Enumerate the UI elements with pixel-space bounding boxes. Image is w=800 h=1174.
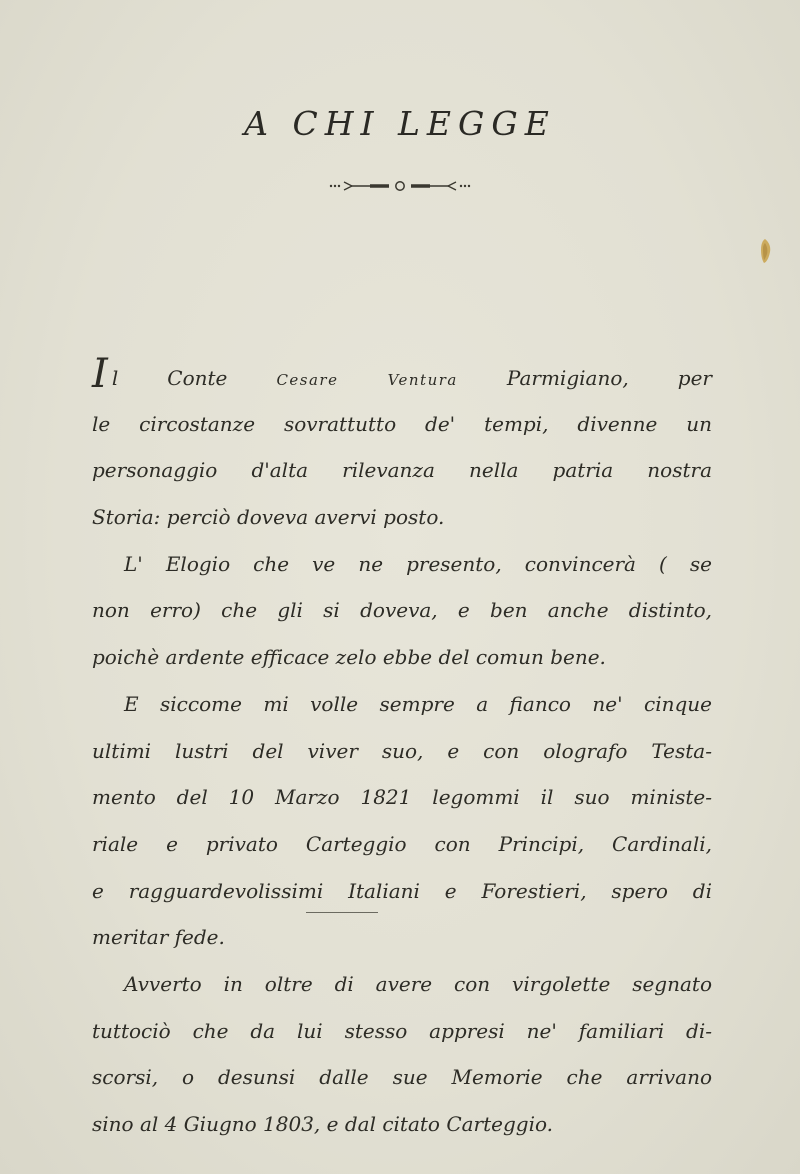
text-line: scorsi, o desunsi dalle sue Memorie che arrivano bbox=[92, 1065, 712, 1090]
text-line: poichè ardente efficace zelo ebbe del comun bene. bbox=[92, 645, 606, 670]
text-line: personaggio d'alta rilevanza nella patria nostra bbox=[92, 458, 712, 483]
text-line: sino al 4 Giugno 1803, e dal citato Carteggio. bbox=[92, 1112, 554, 1136]
text-line: le circostanze sovrattutto de' tempi, divenne un bbox=[92, 411, 712, 436]
text-line: riale e privato Carteggio con Principi, Cardinali, bbox=[92, 831, 712, 856]
text-line: Il Conte Cesare Ventura Parmigiano, per bbox=[92, 351, 712, 397]
end-rule bbox=[306, 912, 378, 913]
text-line: mento del 10 Marzo 1821 legommi il suo ministe- bbox=[92, 785, 712, 810]
text-line: tuttociò che da lui stesso appresi ne' familiari di- bbox=[92, 1018, 712, 1043]
drop-cap: I bbox=[92, 351, 108, 397]
surname-small-caps: Ventura bbox=[387, 371, 458, 389]
ornamental-divider-icon bbox=[325, 176, 475, 196]
text-line: ultimi lustri del viver suo, e con olografo Testa- bbox=[92, 738, 712, 763]
text-line: Avverto in oltre di avere con virgolette segnato bbox=[124, 971, 712, 996]
ink-stain-icon bbox=[759, 238, 772, 264]
text-line: E siccome mi volle sempre a fianco ne' cinque bbox=[124, 691, 712, 716]
preface-text bbox=[92, 351, 712, 1148]
name-small-caps: Cesare bbox=[276, 371, 339, 389]
text-line: L' Elogio che ve ne presento, convincerà ( se bbox=[124, 551, 712, 576]
text-line: e ragguardevolissimi Italiani e Forestieri, spero di bbox=[92, 878, 712, 903]
text-line: non erro) che gli si doveva, e ben anche distinto, bbox=[92, 598, 712, 623]
text-line: Storia: perciò doveva avervi posto. bbox=[92, 505, 445, 530]
page-heading: A CHI LEGGE bbox=[244, 104, 556, 143]
text-line: meritar fede. bbox=[92, 925, 225, 950]
